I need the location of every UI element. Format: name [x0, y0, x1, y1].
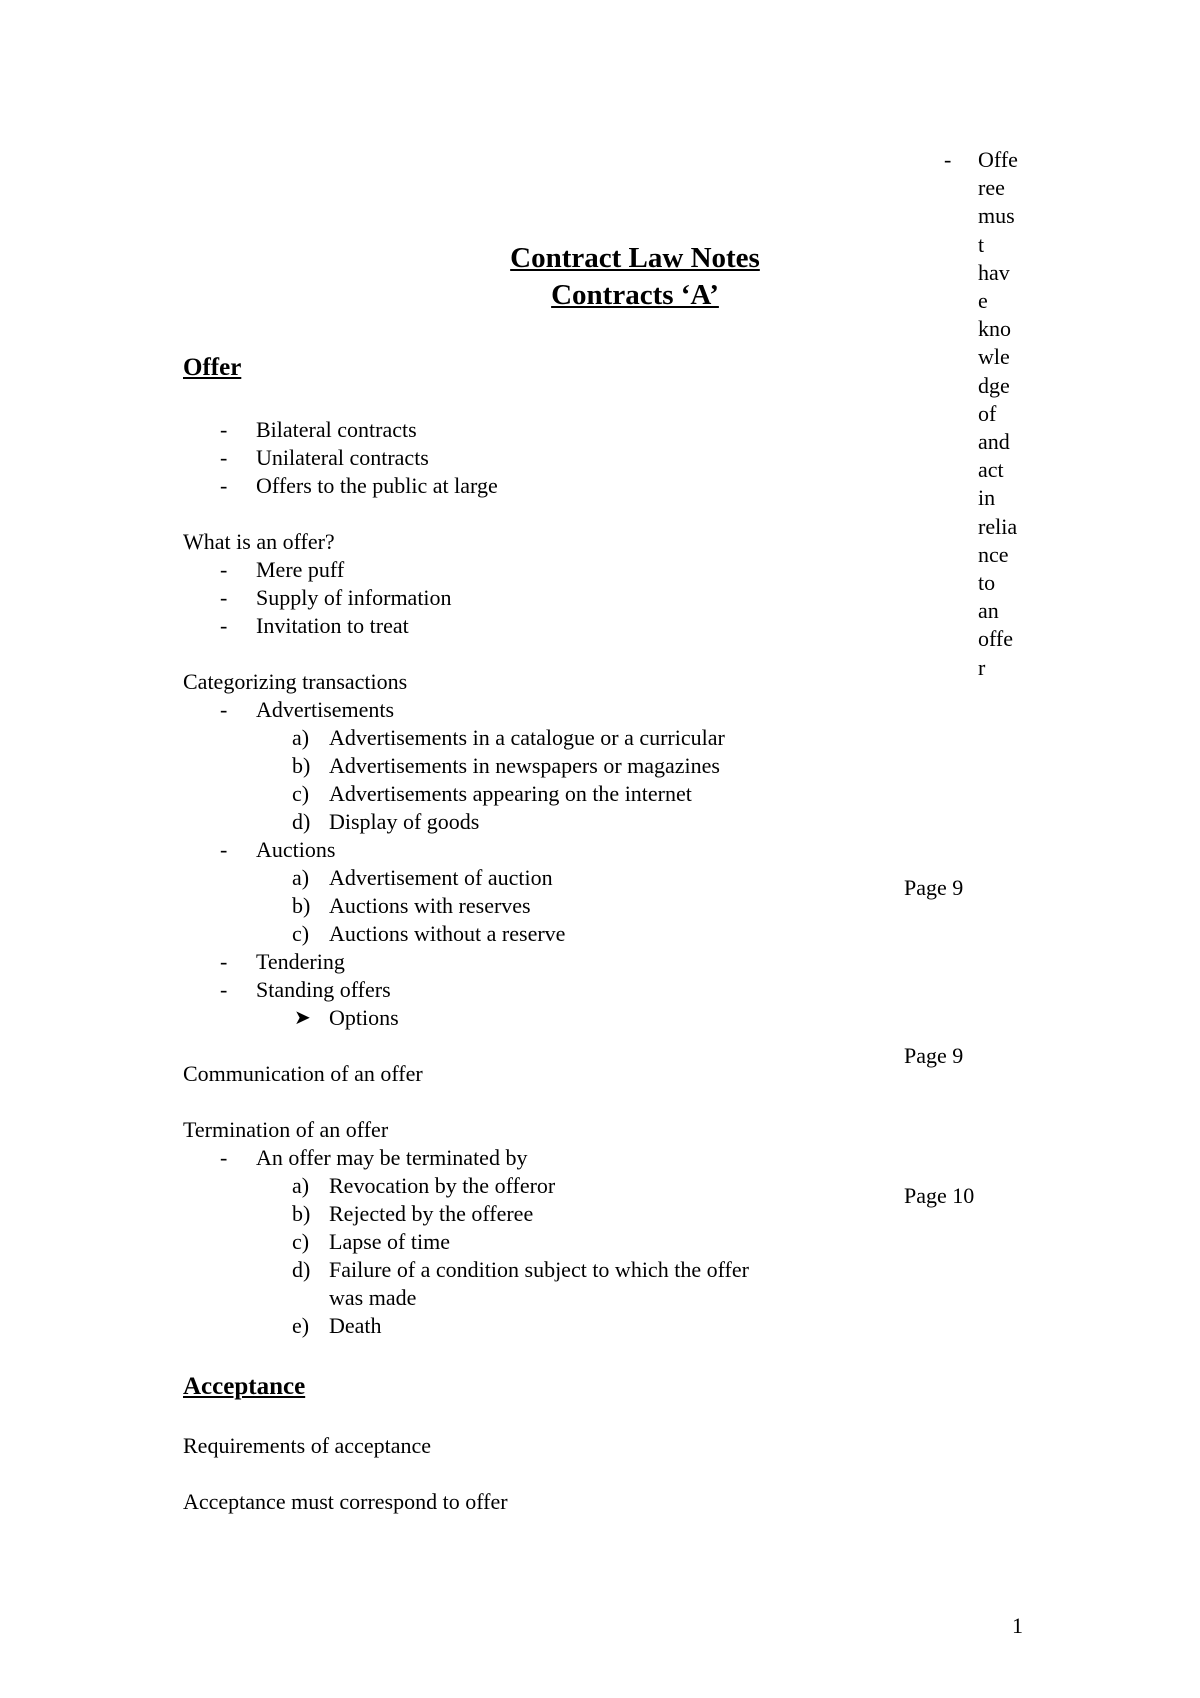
sub-list-item: Death: [329, 1313, 382, 1338]
side-note-line: e: [978, 288, 988, 314]
list-letter: b): [292, 893, 311, 918]
bullet-dash: -: [220, 977, 228, 1002]
sub-list-item: Revocation by the offeror: [329, 1173, 556, 1198]
side-note-line: mus: [978, 203, 1015, 229]
side-note-line: ree: [978, 175, 1005, 201]
list-item: An offer may be terminated by: [256, 1145, 528, 1170]
side-note-line: Offe: [978, 147, 1018, 172]
arrow-bullet-icon: ➤: [294, 1007, 311, 1029]
sub-list-item-continued: was made: [329, 1285, 417, 1310]
list-item: Advertisements: [256, 697, 395, 722]
section-label: Acceptance must correspond to offer: [183, 1489, 508, 1514]
side-note-line: dge: [978, 372, 1010, 398]
sub-list-item: Failure of a condition subject to which the offer: [329, 1257, 749, 1282]
bullet-dash: -: [220, 837, 228, 862]
side-note-line: of: [978, 400, 997, 426]
list-item: Offers to the public at large: [256, 473, 498, 498]
sub-list-item: Options: [329, 1005, 399, 1030]
side-note: [978, 146, 1038, 682]
sub-list-item: Auctions with reserves: [329, 893, 531, 918]
page-reference: Page 9: [904, 875, 964, 900]
section-label: What is an offer?: [183, 529, 335, 554]
sub-list-item: Display of goods: [329, 809, 480, 834]
bullet-dash: -: [220, 473, 228, 498]
offer-heading: Offer: [183, 354, 242, 381]
list-item: Standing offers: [256, 977, 391, 1002]
bullet-dash: -: [220, 697, 228, 722]
side-note-line: t: [978, 231, 985, 257]
list-letter: e): [292, 1313, 310, 1338]
list-letter: c): [292, 1229, 310, 1254]
sub-list-item: Advertisement of auction: [329, 865, 553, 890]
side-note-line: nce: [978, 541, 1009, 567]
list-item: Bilateral contracts: [256, 417, 417, 442]
bullet-dash: -: [220, 557, 228, 582]
side-note-line: in: [978, 485, 996, 511]
list-letter: c): [292, 781, 310, 806]
list-letter: a): [292, 725, 310, 750]
side-note-line: offe: [978, 626, 1014, 652]
list-letter: d): [292, 809, 311, 834]
section-label: Requirements of acceptance: [183, 1433, 431, 1458]
bullet-dash: -: [220, 445, 228, 470]
bullet-dash: -: [220, 585, 228, 610]
side-note-line: wle: [978, 344, 1010, 370]
list-letter: d): [292, 1257, 311, 1282]
section-label: Termination of an offer: [183, 1117, 389, 1142]
acceptance-heading: Acceptance: [183, 1373, 306, 1400]
side-note-line: act: [978, 457, 1004, 483]
page-reference: Page 9: [904, 1043, 964, 1068]
list-letter: c): [292, 921, 310, 946]
side-note-line: and: [978, 429, 1010, 455]
list-item: Tendering: [256, 949, 345, 974]
sub-list-item: Auctions without a reserve: [329, 921, 566, 946]
list-letter: a): [292, 865, 310, 890]
section-label: Communication of an offer: [183, 1061, 423, 1086]
list-item: Unilateral contracts: [256, 445, 429, 470]
bullet-dash: -: [220, 613, 228, 638]
bullet-dash: -: [220, 417, 228, 442]
side-note-line: relia: [978, 513, 1018, 539]
sub-list-item: Advertisements in newspapers or magazines: [329, 753, 720, 778]
list-item: Auctions: [256, 837, 336, 862]
list-letter: b): [292, 753, 311, 778]
side-note-line: hav: [978, 259, 1010, 285]
section-label: Categorizing transactions: [183, 669, 408, 694]
sub-list-item: Advertisements in a catalogue or a curricular: [329, 725, 725, 750]
side-note-line: r: [978, 654, 986, 680]
document-title: Contract Law Notes: [510, 242, 760, 274]
list-item: Invitation to treat: [256, 613, 409, 638]
bullet-dash: -: [220, 1145, 228, 1170]
page-number: 1: [1012, 1613, 1023, 1638]
side-note-dash: -: [944, 147, 952, 172]
sub-list-item: Rejected by the offeree: [329, 1201, 534, 1226]
list-letter: a): [292, 1173, 310, 1198]
sub-list-item: Lapse of time: [329, 1229, 450, 1254]
page-reference: Page 10: [904, 1183, 975, 1208]
side-note-line: kno: [978, 316, 1011, 342]
list-letter: b): [292, 1201, 311, 1226]
list-item: Mere puff: [256, 557, 345, 582]
side-note-line: an: [978, 598, 999, 624]
bullet-dash: -: [220, 949, 228, 974]
sub-list-item: Advertisements appearing on the internet: [329, 781, 692, 806]
document-subtitle: Contracts ‘A’: [551, 279, 719, 311]
list-item: Supply of information: [256, 585, 452, 610]
side-note-line: to: [978, 570, 996, 596]
